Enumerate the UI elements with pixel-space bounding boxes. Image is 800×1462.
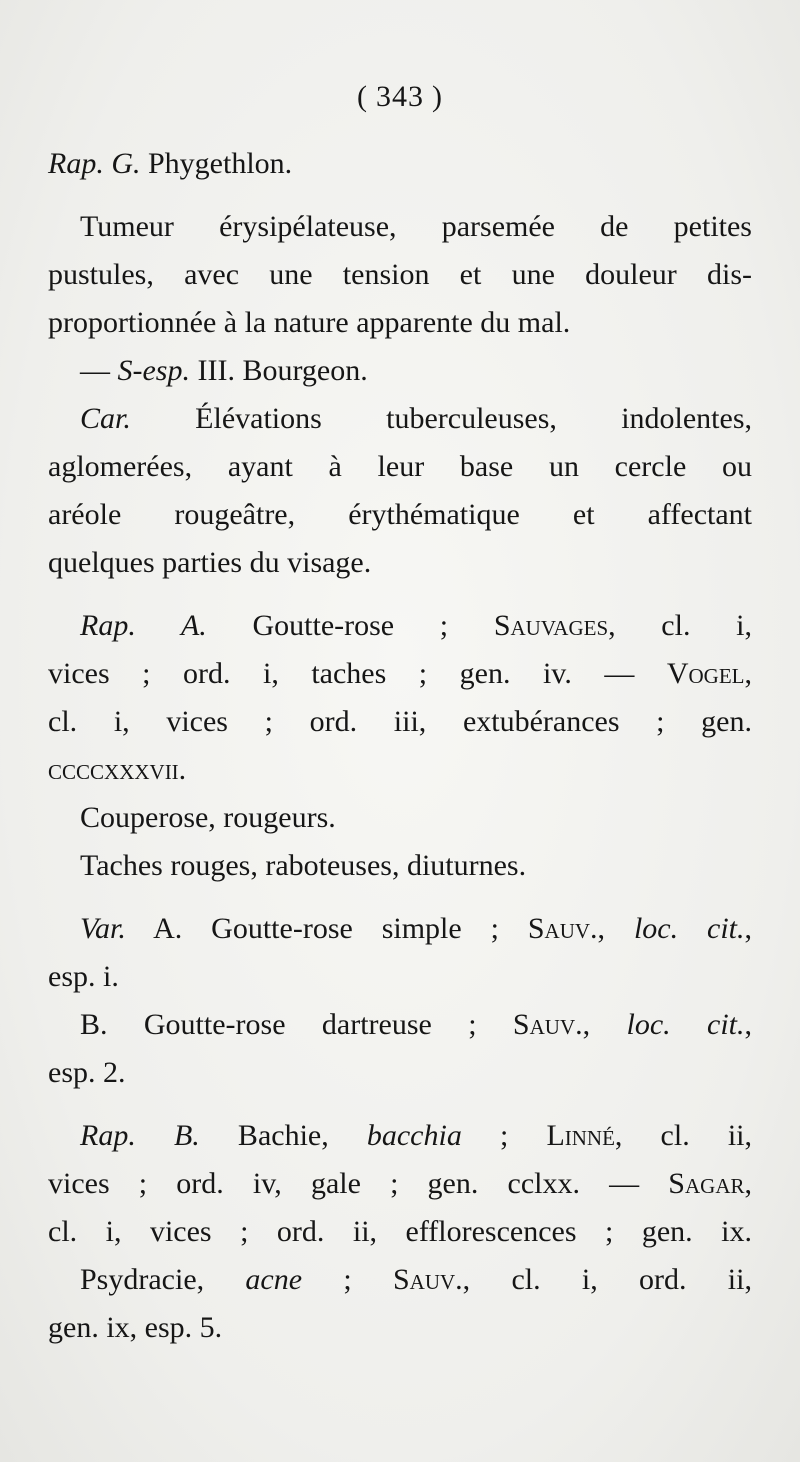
text-line: ccccxxxvii. (48, 753, 187, 786)
text-line: Car. Élévations tuberculeuses, indolentes, (80, 402, 752, 435)
text-line: Tumeur érysipélateuse, parsemée de petites (80, 210, 752, 243)
text-line: quelques parties du visage. (48, 546, 372, 579)
text-line: Rap. A. Goutte-rose ; Sauvages, cl. i, (80, 609, 752, 642)
text-line: B. Goutte-rose dartreuse ; Sauv., loc. cit., (80, 1008, 753, 1041)
text-line: proportionnée à la nature apparente du mal. (48, 306, 571, 339)
page-number: ( 343 ) (357, 80, 443, 113)
text-line: aglomerées, ayant à leur base un cercle ou (48, 450, 752, 483)
text-line: Psydracie, acne ; Sauv., cl. i, ord. ii, (80, 1263, 752, 1296)
text-line: gen. ix, esp. 5. (48, 1311, 223, 1344)
text-line: aréole rougeâtre, érythématique et affectant (48, 498, 752, 531)
text-line: esp. i. (48, 960, 119, 993)
text-line: — S-esp. III. Bourgeon. (80, 354, 368, 387)
text-line: esp. 2. (48, 1056, 126, 1089)
text-line: vices ; ord. i, taches ; gen. iv. — Vogel, (48, 657, 752, 690)
text-line: vices ; ord. iv, gale ; gen. cclxx. — Sagar, (48, 1167, 752, 1200)
text-line: Rap. B. Bachie, bacchia ; Linné, cl. ii, (80, 1119, 753, 1152)
text-line: pustules, avec une tension et une douleur dis- (48, 258, 752, 291)
text-line: cl. i, vices ; ord. iii, extubérances ; gen. (48, 705, 752, 738)
text-line: Rap. G. Phygethlon. (48, 147, 293, 180)
text-line: Couperose, rougeurs. (80, 801, 336, 834)
page-body (48, 140, 752, 1352)
text-line: Taches rouges, raboteuses, diuturnes. (80, 849, 527, 882)
text-line: cl. i, vices ; ord. ii, efflorescences ; gen. ix. (48, 1215, 752, 1248)
text-line: Var. A. Goutte-rose simple ; Sauv., loc. cit., (80, 912, 752, 945)
